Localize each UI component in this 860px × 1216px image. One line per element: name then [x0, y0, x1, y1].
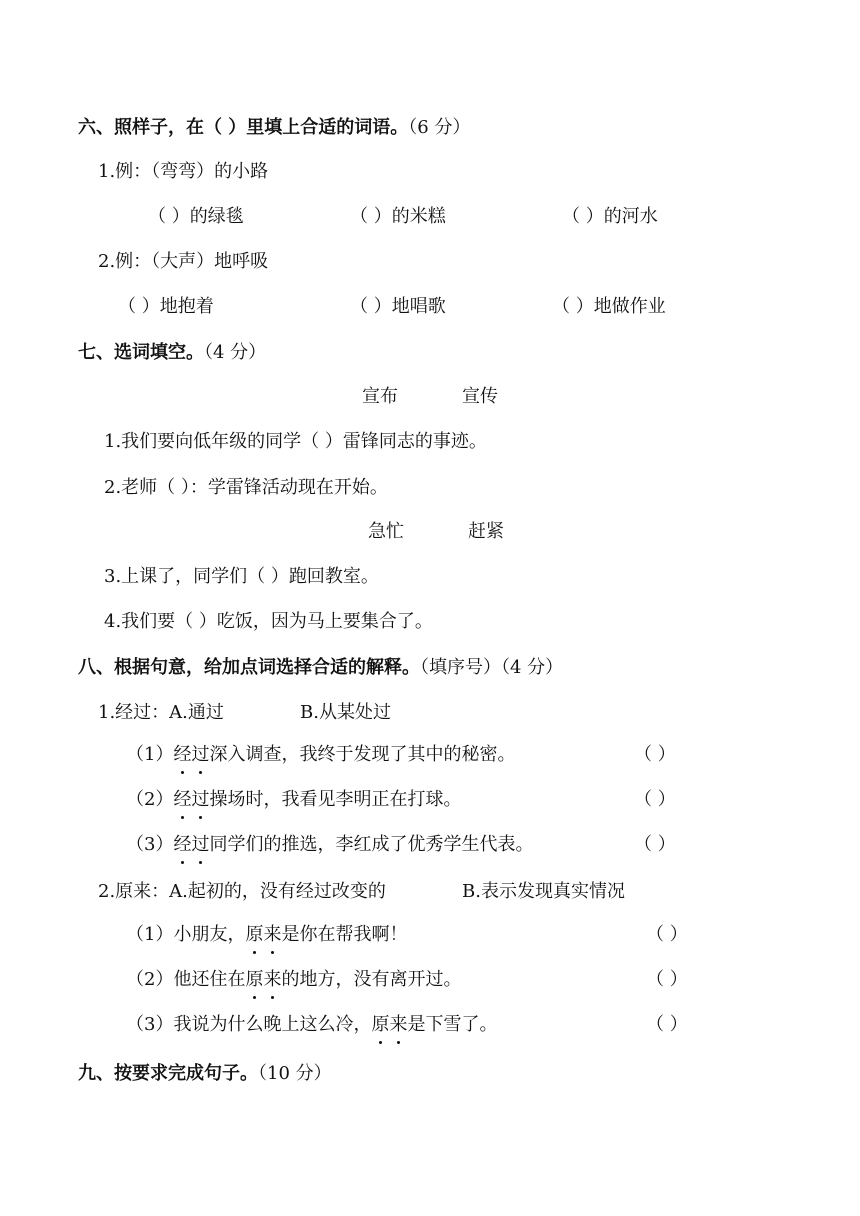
dotted-char: 来	[389, 1014, 408, 1035]
section-6-score: （6 分）	[408, 117, 471, 138]
section-7-heading	[78, 341, 266, 365]
section-7-item-4: 4.我们要（ ）吃饭，因为马上要集合了。	[104, 611, 433, 632]
section-6-q1-example: 1.例：（弯弯）的小路	[98, 161, 269, 182]
dotted-char: 原	[245, 924, 264, 945]
section-6-q1-blank-1: （ ）的绿毯	[148, 206, 244, 227]
section-7-item-2: 2.老师（ ）：学雷锋活动现在开始。	[104, 477, 388, 498]
item-number: （3）	[126, 834, 174, 855]
word-choice-1b: 宣传	[462, 386, 498, 407]
word-choice-1a: 宣布	[362, 386, 398, 407]
section-6-q1-blank-2: （ ）的米糕	[350, 206, 446, 227]
section-8-q1-item-2	[126, 788, 461, 812]
section-8-heading	[78, 656, 563, 680]
dotted-char: 来	[263, 969, 282, 990]
section-7-title: 七、选词填空。	[78, 342, 204, 363]
dotted-char: 经	[173, 789, 192, 810]
item-text: 的地方，没有离开过。	[281, 969, 462, 990]
item-text: 他还住在	[173, 969, 246, 990]
item-text: 是你在帮我啊！	[281, 924, 408, 945]
section-7-score: （4 分）	[204, 342, 267, 363]
section-8-q2-answer-3: （ ）	[646, 1014, 688, 1035]
section-8-title: 八、根据句意，给加点词选择合适的解释。	[78, 657, 420, 678]
section-6-q2-example: 2.例：（大声）地呼吸	[98, 251, 269, 272]
dotted-char: 经	[173, 834, 192, 855]
item-text: 小朋友，	[173, 924, 246, 945]
section-8-q1-answer-1: （ ）	[634, 744, 676, 765]
section-6-q2-blank-3: （ ）地做作业	[552, 296, 666, 317]
item-number: （2）	[126, 789, 174, 810]
dotted-char: 过	[191, 834, 210, 855]
section-8-q2-item-1	[126, 923, 407, 947]
section-8-q2-answer-2: （ ）	[646, 969, 688, 990]
section-8-q1-item-3	[126, 833, 533, 857]
dotted-char: 原	[245, 969, 264, 990]
section-6-title: 六、照样子，在（ ）里填上合适的词语。	[78, 117, 409, 138]
section-7-item-3: 3.上课了，同学们（ ）跑回教室。	[104, 566, 379, 587]
section-8-q2-item-3	[126, 1013, 497, 1037]
dotted-char: 来	[263, 924, 282, 945]
section-8-q1-item-1	[126, 743, 515, 767]
section-8-q2-answer-1: （ ）	[646, 924, 688, 945]
section-9-title: 九、按要求完成句子。	[78, 1063, 258, 1084]
word-choice-2b: 赶紧	[468, 521, 504, 542]
item-number: （2）	[126, 969, 174, 990]
item-number: （1）	[126, 744, 174, 765]
section-8-q2-stem: 2.原来：A.起初的，没有经过改变的	[98, 881, 386, 902]
item-text: 深入调查，我终于发现了其中的秘密。	[209, 744, 516, 765]
word-choice-2a: 急忙	[368, 521, 404, 542]
item-text: 操场时，我看见李明正在打球。	[209, 789, 462, 810]
item-text: 是下雪了。	[407, 1014, 498, 1035]
dotted-char: 过	[191, 789, 210, 810]
section-9-heading	[78, 1062, 332, 1086]
item-text: 我说为什么晚上这么冷，	[173, 1014, 372, 1035]
section-8-q1-option-b: B.从某处过	[300, 702, 391, 723]
section-6-heading	[78, 116, 470, 140]
section-9-score: （10 分）	[258, 1063, 332, 1084]
section-8-q1-answer-3: （ ）	[634, 834, 676, 855]
section-6-q2-blank-2: （ ）地唱歌	[350, 296, 446, 317]
section-6-q1-blank-3: （ ）的河水	[562, 206, 658, 227]
section-8-q1-stem: 1.经过：A.通过	[98, 702, 224, 723]
item-number: （1）	[126, 924, 174, 945]
section-8-q2-option-b: B.表示发现真实情况	[462, 881, 625, 902]
item-number: （3）	[126, 1014, 174, 1035]
section-8-score: （填序号）（4 分）	[420, 657, 564, 678]
dotted-char: 过	[191, 744, 210, 765]
dotted-char: 原	[371, 1014, 390, 1035]
section-6-q2-blank-1: （ ）地抱着	[118, 296, 214, 317]
section-8-q1-answer-2: （ ）	[634, 789, 676, 810]
dotted-char: 经	[173, 744, 192, 765]
section-8-q2-item-2	[126, 968, 461, 992]
item-text: 同学们的推选，李红成了优秀学生代表。	[209, 834, 534, 855]
section-7-item-1: 1.我们要向低年级的同学（ ）雷锋同志的事迹。	[104, 431, 487, 452]
